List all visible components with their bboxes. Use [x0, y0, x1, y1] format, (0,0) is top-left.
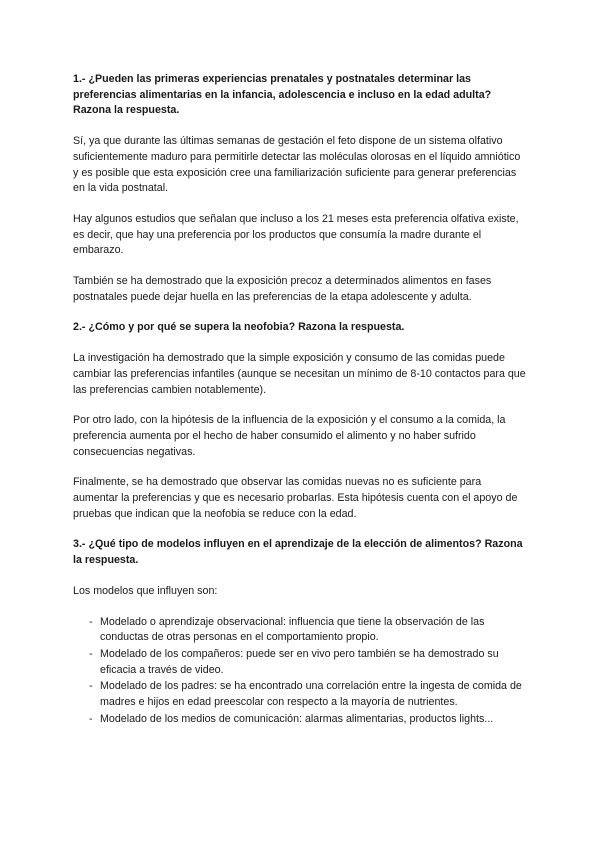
list-item: [73, 712, 528, 728]
list-item-text: Modelado de los padres: se ha encontrado una correlación entre la ingesta de comida de madres e hijos en edad preescolar con respecto a la mayoría de nutrientes.: [100, 680, 522, 709]
question-1-heading: 1.- ¿Pueden las primeras experiencias prenatales y postnatales determinar las preferencias alimentarias en la infancia, adolescencia e incluso en la edad adulta? Razona la respuesta.: [73, 73, 492, 117]
bullet-dash: -: [89, 647, 93, 660]
bullet-dash: -: [89, 680, 93, 693]
bullet-dash: -: [89, 615, 93, 628]
list-item: [73, 679, 528, 710]
question-1-paragraph: También se ha demostrado que la exposición precoz a determinados alimentos en fases postnatales puede dejar huella en las preferencias de la etapa adolescente y adulta.: [73, 275, 492, 303]
question-1-paragraph: Sí, ya que durante las últimas semanas de gestación el feto dispone de un sistema olfativo suficientemente maduro para permitirle detectar las moléculas olorosas en el líquido amniótico y es posible que esta exposición cree una familiarización suficiente para generar preferencias en la vida postnatal.: [73, 135, 521, 195]
list-item: [73, 647, 528, 678]
list-item-text: Modelado de los compañeros: puede ser en vivo pero también se ha demostrado su eficacia a través de video.: [100, 647, 499, 676]
question-2-paragraph: La investigación ha demostrado que la simple exposición y consumo de las comidas puede cambiar las preferencias infantiles (aunque se necesitan un mínimo de 8-10 contactos para que las preferencias cambien notablemente).: [73, 352, 526, 396]
question-2-heading: 2.- ¿Cómo y por qué se supera la neofobia? Razona la respuesta.: [73, 321, 405, 334]
bullet-dash: -: [89, 712, 93, 725]
question-2-paragraph: Por otro lado, con la hipótesis de la influencia de la exposición y el consumo a la comida, la preferencia aumenta por el hecho de haber consumido el alimento y no haber sufrido consecuencias negativas.: [73, 414, 506, 458]
question-1-paragraph: Hay algunos estudios que señalan que incluso a los 21 meses esta preferencia olfativa existe, es decir, que hay una preferencia por los productos que consumía la madre durante el embarazo.: [73, 212, 519, 257]
models-list: [73, 615, 528, 728]
document-body: [73, 72, 528, 729]
question-3-heading: 3.- ¿Qué tipo de modelos influyen en el aprendizaje de la elección de alimentos? Razona la respuesta.: [73, 538, 523, 567]
question-2-paragraph: Finalmente, se ha demostrado que observar las comidas nuevas no es suficiente para aumentar la preferencias y que es necesario probarlas. Esta hipótesis cuenta con el apoyo de pruebas que indican que la neofobia se reduce con la edad.: [73, 476, 518, 520]
list-item-text: Modelado de los medios de comunicación: alarmas alimentarias, productos lights...: [100, 712, 494, 725]
list-item-text: Modelado o aprendizaje observacional: influencia que tiene la observación de las conductas de otras personas en el comportamiento propio.: [100, 615, 485, 644]
list-item: [73, 615, 528, 646]
question-3-intro: Los modelos que influyen son:: [73, 584, 218, 597]
